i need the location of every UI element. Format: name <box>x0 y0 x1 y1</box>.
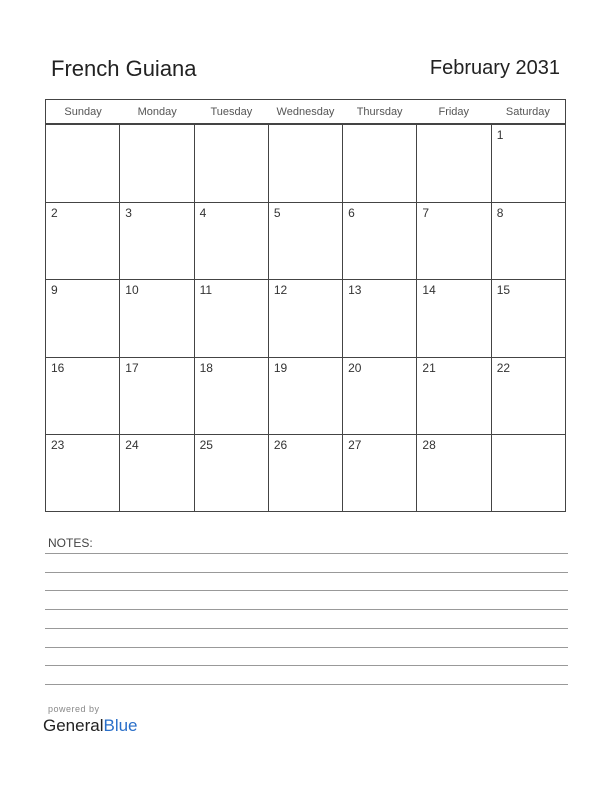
day-cell <box>416 203 490 280</box>
day-number: 17 <box>125 360 139 375</box>
weekday-saturday: Saturday <box>505 106 550 118</box>
day-cell <box>194 280 268 357</box>
weekday-tuesday: Tuesday <box>210 106 253 118</box>
day-cell <box>46 125 119 202</box>
weekday-thursday: Thursday <box>356 106 403 118</box>
day-number: 14 <box>422 283 436 298</box>
week-row <box>46 202 565 280</box>
day-cell <box>342 125 416 202</box>
day-number: 22 <box>496 360 511 375</box>
week-row <box>46 124 565 202</box>
day-cell <box>194 203 268 280</box>
week-row <box>46 357 565 435</box>
weekday-wednesday: Wednesday <box>276 106 335 118</box>
day-cell <box>119 280 193 357</box>
note-line <box>45 609 568 610</box>
day-number: 2 <box>51 205 58 220</box>
calendar-grid <box>45 99 566 512</box>
note-line <box>45 572 568 573</box>
day-cell <box>491 125 565 202</box>
day-number: 11 <box>199 283 213 298</box>
month-year-title: February 2031 <box>429 57 560 79</box>
day-number: 9 <box>51 283 58 298</box>
day-cell <box>342 203 416 280</box>
day-number: 12 <box>273 283 288 298</box>
note-line <box>45 590 568 591</box>
day-cell <box>46 280 119 357</box>
day-cell <box>491 435 565 512</box>
day-cell <box>342 435 416 512</box>
day-cell <box>194 125 268 202</box>
day-cell <box>46 203 119 280</box>
day-cell <box>342 280 416 357</box>
day-number: 3 <box>125 205 132 220</box>
weekday-monday: Monday <box>137 106 177 118</box>
day-number: 1 <box>496 128 504 142</box>
day-cell <box>491 203 565 280</box>
day-number: 6 <box>348 205 355 220</box>
day-cell <box>268 280 342 357</box>
day-cell <box>119 125 193 202</box>
day-number: 8 <box>496 205 504 220</box>
day-number: 26 <box>273 438 288 453</box>
day-number: 16 <box>51 360 65 375</box>
day-cell <box>268 358 342 435</box>
day-cell <box>416 125 490 202</box>
brand-logo-part-blue: Blue <box>103 716 138 735</box>
country-title: French Guiana <box>51 56 197 81</box>
day-number: 24 <box>125 438 139 453</box>
day-cell <box>194 358 268 435</box>
day-cell <box>119 358 193 435</box>
day-number: 25 <box>199 438 213 453</box>
week-row <box>46 279 565 357</box>
note-line <box>45 665 568 666</box>
day-number: 15 <box>496 283 511 298</box>
day-number: 28 <box>422 438 436 453</box>
day-number: 7 <box>422 205 430 220</box>
brand-logo[interactable] <box>43 716 138 736</box>
weekday-sunday: Sunday <box>64 106 102 118</box>
day-cell <box>268 435 342 512</box>
day-number: 20 <box>348 360 362 375</box>
day-cell <box>491 280 565 357</box>
day-cell <box>416 280 490 357</box>
day-number: 18 <box>199 360 213 375</box>
note-line <box>45 553 568 554</box>
day-number: 13 <box>348 283 362 298</box>
day-cell <box>491 358 565 435</box>
day-number: 10 <box>125 283 139 298</box>
day-cell <box>119 203 193 280</box>
day-cell <box>268 203 342 280</box>
day-cell <box>268 125 342 202</box>
weekday-header-row <box>46 100 565 124</box>
note-line <box>45 647 568 648</box>
day-cell <box>194 435 268 512</box>
day-number: 19 <box>273 360 288 375</box>
day-cell <box>416 358 490 435</box>
brand-logo-part-general: General <box>43 716 104 735</box>
powered-by-text: powered by <box>48 704 100 714</box>
day-cell <box>119 435 193 512</box>
day-cell <box>46 435 119 512</box>
day-number: 21 <box>422 360 436 375</box>
note-line <box>45 628 568 629</box>
day-number: 5 <box>273 205 281 220</box>
week-row <box>46 434 565 512</box>
day-cell <box>416 435 490 512</box>
weekday-friday: Friday <box>438 106 470 118</box>
day-number: 4 <box>199 205 207 220</box>
day-cell <box>342 358 416 435</box>
day-number: 23 <box>51 438 65 453</box>
day-cell <box>46 358 119 435</box>
day-number: 27 <box>348 438 362 453</box>
note-line <box>45 684 568 685</box>
notes-label: NOTES: <box>48 536 93 550</box>
